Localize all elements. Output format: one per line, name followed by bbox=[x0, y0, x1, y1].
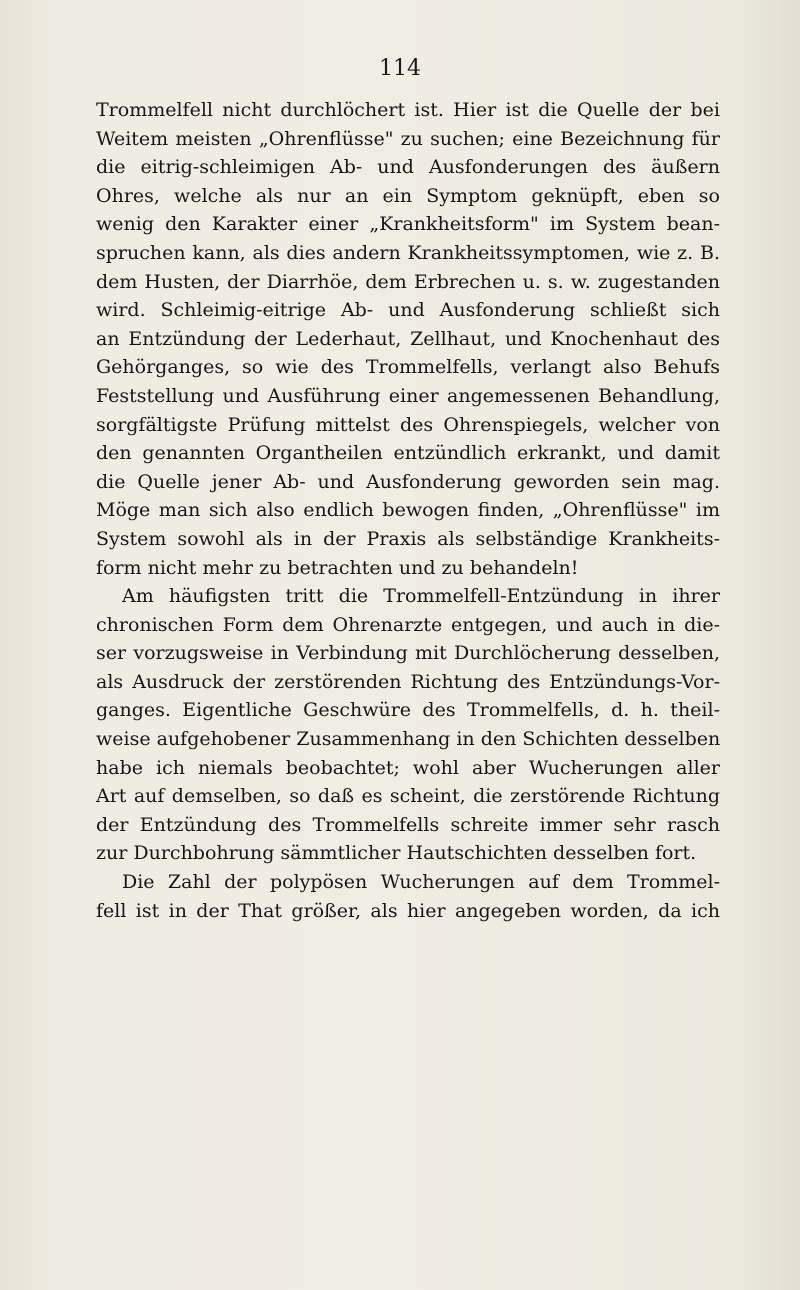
text-line: Feststellung und Ausführung einer angemessenen Behandlung, bbox=[96, 384, 720, 407]
text-line: der Entzündung des Trommelfells schreite immer sehr rasch bbox=[96, 813, 720, 836]
body-text bbox=[96, 96, 720, 925]
text-line: habe ich niemals beobachtet; wohl aber Wucherungen aller bbox=[96, 756, 720, 779]
text-line: Gehörganges, so wie des Trommelfells, verlangt also Behufs bbox=[96, 356, 720, 379]
text-line: ser vorzugsweise in Verbindung mit Durchlöcherung desselben, bbox=[96, 642, 720, 665]
text-line: die eitrig-schleimigen Ab- und Ausfonderungen des äußern bbox=[96, 156, 720, 179]
text-line: System sowohl als in der Praxis als selbständige Krankheits- bbox=[96, 527, 720, 550]
text-line: Die Zahl der polypösen Wucherungen auf dem Trommel- bbox=[122, 871, 720, 894]
text-line: spruchen kann, als dies andern Krankheitssymptomen, wie z. B. bbox=[96, 241, 720, 264]
text-line: ganges. Eigentliche Geschwüre des Trommelfells, d. h. theil- bbox=[96, 699, 720, 722]
text-line: Art auf demselben, so daß es scheint, die zerstörende Richtung bbox=[96, 785, 720, 808]
text-line: Weitem meisten „Ohrenflüsse" zu suchen; eine Bezeichnung für bbox=[96, 127, 720, 150]
text-line: wird. Schleimig-eitrige Ab- und Ausfonderung schließt sich bbox=[96, 299, 720, 322]
text-line: als Ausdruck der zerstörenden Richtung des Entzündungs-Vor- bbox=[96, 670, 720, 693]
text-line: Am häufigsten tritt die Trommelfell-Entzündung in ihrer bbox=[122, 585, 720, 608]
text-line: chronischen Form dem Ohrenarzte entgegen, und auch in die- bbox=[96, 613, 720, 636]
text-line: sorgfältigste Prüfung mittelst des Ohrenspiegels, welcher von bbox=[96, 413, 720, 436]
text-line: die Quelle jener Ab- und Ausfonderung geworden sein mag. bbox=[96, 470, 720, 493]
text-line: zur Durchbohrung sämmtlicher Hautschichten desselben fort. bbox=[96, 842, 697, 865]
text-line: den genannten Organtheilen entzündlich erkrankt, und damit bbox=[96, 442, 720, 465]
text-line: fell ist in der That größer, als hier angegeben worden, da ich bbox=[96, 899, 720, 922]
text-line: form nicht mehr zu betrachten und zu behandeln! bbox=[96, 556, 579, 579]
text-line: wenig den Karakter einer „Krankheitsform" im System bean- bbox=[96, 213, 720, 236]
text-line: an Entzündung der Lederhaut, Zellhaut, und Knochenhaut des bbox=[96, 327, 720, 350]
text-line: dem Husten, der Diarrhöe, dem Erbrechen u. s. w. zugestanden bbox=[96, 270, 720, 293]
text-line: Möge man sich also endlich bewogen finden, „Ohrenflüsse" im bbox=[96, 499, 720, 522]
text-line: Trommelfell nicht durchlöchert ist. Hier ist die Quelle der bei bbox=[96, 99, 720, 121]
page-number: 114 bbox=[379, 56, 421, 81]
text-line: weise aufgehobener Zusammenhang in den Schichten desselben bbox=[96, 728, 720, 751]
text-line: Ohres, welche als nur an ein Symptom geknüpft, eben so bbox=[96, 184, 720, 207]
